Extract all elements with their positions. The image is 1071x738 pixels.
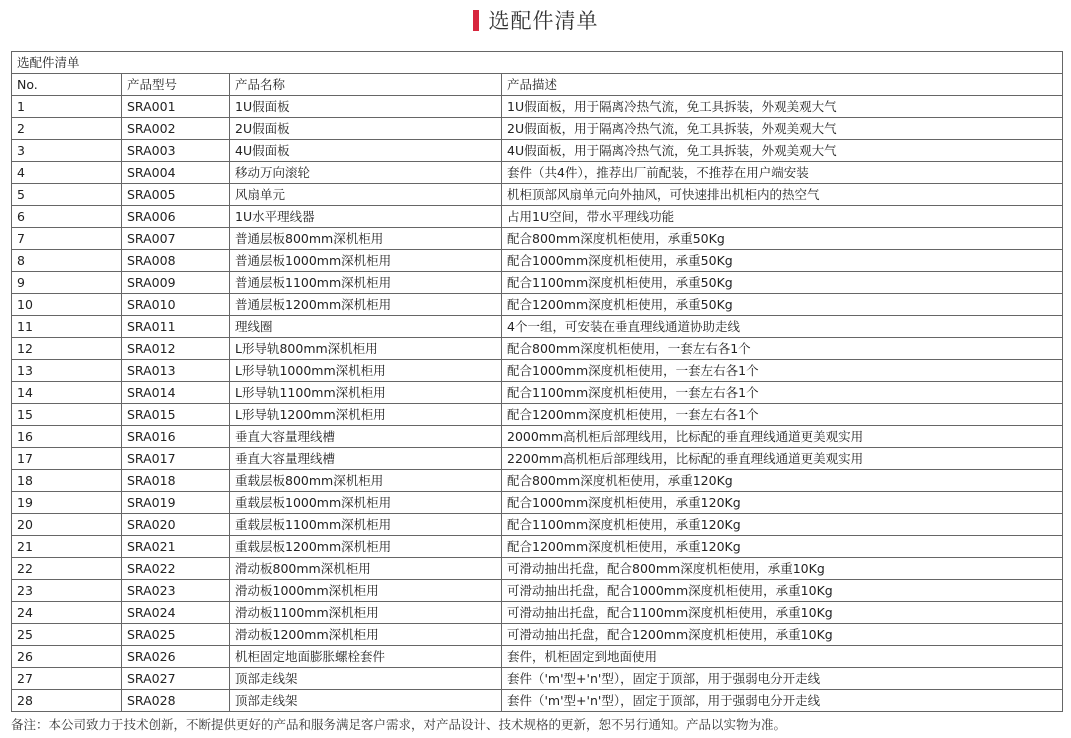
table-row [12, 96, 1063, 118]
cell-description: 2000mm高机柜后部理线用，比标配的垂直理线通道更美观实用 [502, 426, 1063, 448]
cell-model: SRA019 [122, 492, 230, 514]
header-no: No. [12, 74, 122, 96]
cell-description: 可滑动抽出托盘，配合1200mm深度机柜使用，承重10Kg [502, 624, 1063, 646]
cell-model: SRA008 [122, 250, 230, 272]
cell-product-name: 垂直大容量理线槽 [230, 426, 502, 448]
footer-note: 备注：本公司致力于技术创新，不断提供更好的产品和服务满足客户需求，对产品设计、技术规格的更新，恕不另行通知。产品以实物为准。 [11, 717, 787, 732]
cell-no: 10 [12, 294, 122, 316]
cell-model: SRA009 [122, 272, 230, 294]
cell-no: 1 [12, 96, 122, 118]
table-body [12, 52, 1063, 712]
cell-description: 机柜顶部风扇单元向外抽风，可快速排出机柜内的热空气 [502, 184, 1063, 206]
cell-description: 2200mm高机柜后部理线用，比标配的垂直理线通道更美观实用 [502, 448, 1063, 470]
table-row [12, 250, 1063, 272]
cell-model: SRA018 [122, 470, 230, 492]
table-row [12, 470, 1063, 492]
cell-model: SRA017 [122, 448, 230, 470]
cell-description: 配合1100mm深度机柜使用，承重50Kg [502, 272, 1063, 294]
cell-product-name: 滑动板800mm深机柜用 [230, 558, 502, 580]
cell-product-name: 垂直大容量理线槽 [230, 448, 502, 470]
cell-product-name: L形导轨1200mm深机柜用 [230, 404, 502, 426]
table-row [12, 294, 1063, 316]
cell-description: 配合800mm深度机柜使用，承重50Kg [502, 228, 1063, 250]
cell-no: 27 [12, 668, 122, 690]
cell-product-name: 滑动板1100mm深机柜用 [230, 602, 502, 624]
cell-no: 17 [12, 448, 122, 470]
cell-model: SRA021 [122, 536, 230, 558]
cell-product-name: 滑动板1200mm深机柜用 [230, 624, 502, 646]
page-header [0, 0, 1071, 40]
cell-no: 15 [12, 404, 122, 426]
table-row [12, 404, 1063, 426]
cell-model: SRA016 [122, 426, 230, 448]
table-row [12, 646, 1063, 668]
cell-product-name: L形导轨1000mm深机柜用 [230, 360, 502, 382]
cell-product-name: 理线圈 [230, 316, 502, 338]
cell-no: 2 [12, 118, 122, 140]
cell-no: 22 [12, 558, 122, 580]
cell-description: 配合1200mm深度机柜使用，一套左右各1个 [502, 404, 1063, 426]
cell-description: 套件，机柜固定到地面使用 [502, 646, 1063, 668]
cell-description: 占用1U空间，带水平理线功能 [502, 206, 1063, 228]
cell-no: 7 [12, 228, 122, 250]
cell-model: SRA024 [122, 602, 230, 624]
cell-model: SRA002 [122, 118, 230, 140]
cell-product-name: 顶部走线架 [230, 690, 502, 712]
cell-description: 配合1100mm深度机柜使用，一套左右各1个 [502, 382, 1063, 404]
cell-product-name: 顶部走线架 [230, 668, 502, 690]
table-row [12, 426, 1063, 448]
cell-product-name: L形导轨800mm深机柜用 [230, 338, 502, 360]
cell-model: SRA006 [122, 206, 230, 228]
table-row [12, 536, 1063, 558]
cell-no: 28 [12, 690, 122, 712]
cell-no: 25 [12, 624, 122, 646]
cell-model: SRA015 [122, 404, 230, 426]
cell-product-name: 重载层板1000mm深机柜用 [230, 492, 502, 514]
cell-no: 23 [12, 580, 122, 602]
cell-description: 可滑动抽出托盘，配合800mm深度机柜使用，承重10Kg [502, 558, 1063, 580]
table-row [12, 690, 1063, 712]
table-caption: 选配件清单 [12, 52, 1063, 74]
cell-product-name: 滑动板1000mm深机柜用 [230, 580, 502, 602]
cell-product-name: 4U假面板 [230, 140, 502, 162]
page-title: 选配件清单 [488, 9, 599, 33]
cell-model: SRA023 [122, 580, 230, 602]
cell-model: SRA003 [122, 140, 230, 162]
table-row [12, 602, 1063, 624]
cell-no: 21 [12, 536, 122, 558]
table-row [12, 118, 1063, 140]
cell-product-name: 重载层板800mm深机柜用 [230, 470, 502, 492]
cell-no: 26 [12, 646, 122, 668]
cell-model: SRA026 [122, 646, 230, 668]
table-row [12, 316, 1063, 338]
table-row [12, 514, 1063, 536]
table-row [12, 492, 1063, 514]
cell-description: 套件（'m'型+'n'型），固定于顶部，用于强弱电分开走线 [502, 690, 1063, 712]
cell-model: SRA013 [122, 360, 230, 382]
cell-description: 2U假面板，用于隔离冷热气流，免工具拆装，外观美观大气 [502, 118, 1063, 140]
cell-model: SRA028 [122, 690, 230, 712]
cell-product-name: 重载层板1200mm深机柜用 [230, 536, 502, 558]
cell-model: SRA010 [122, 294, 230, 316]
cell-product-name: 1U水平理线器 [230, 206, 502, 228]
cell-description: 配合1100mm深度机柜使用，承重120Kg [502, 514, 1063, 536]
cell-no: 14 [12, 382, 122, 404]
cell-product-name: 普通层板1200mm深机柜用 [230, 294, 502, 316]
cell-no: 13 [12, 360, 122, 382]
cell-model: SRA014 [122, 382, 230, 404]
cell-model: SRA011 [122, 316, 230, 338]
table-row [12, 228, 1063, 250]
cell-no: 11 [12, 316, 122, 338]
cell-description: 4个一组，可安装在垂直理线通道协助走线 [502, 316, 1063, 338]
cell-product-name: 普通层板1100mm深机柜用 [230, 272, 502, 294]
table-row [12, 580, 1063, 602]
header-inner [473, 5, 599, 35]
table-row [12, 360, 1063, 382]
header-product-name: 产品名称 [230, 74, 502, 96]
cell-model: SRA007 [122, 228, 230, 250]
table-row [12, 162, 1063, 184]
cell-description: 配合800mm深度机柜使用，一套左右各1个 [502, 338, 1063, 360]
cell-model: SRA001 [122, 96, 230, 118]
cell-description: 配合1200mm深度机柜使用，承重120Kg [502, 536, 1063, 558]
cell-product-name: 普通层板1000mm深机柜用 [230, 250, 502, 272]
cell-no: 20 [12, 514, 122, 536]
table-caption-row [12, 52, 1063, 74]
table-row [12, 206, 1063, 228]
cell-no: 12 [12, 338, 122, 360]
table-row [12, 668, 1063, 690]
table-row [12, 558, 1063, 580]
table-row [12, 448, 1063, 470]
cell-model: SRA020 [122, 514, 230, 536]
table-row [12, 184, 1063, 206]
cell-no: 19 [12, 492, 122, 514]
table-row [12, 338, 1063, 360]
cell-product-name: L形导轨1100mm深机柜用 [230, 382, 502, 404]
cell-description: 配合1000mm深度机柜使用，一套左右各1个 [502, 360, 1063, 382]
cell-description: 可滑动抽出托盘，配合1000mm深度机柜使用，承重10Kg [502, 580, 1063, 602]
table-header-row [12, 74, 1063, 96]
cell-no: 4 [12, 162, 122, 184]
cell-product-name: 重载层板1100mm深机柜用 [230, 514, 502, 536]
cell-no: 18 [12, 470, 122, 492]
cell-model: SRA005 [122, 184, 230, 206]
cell-model: SRA025 [122, 624, 230, 646]
cell-no: 8 [12, 250, 122, 272]
cell-model: SRA027 [122, 668, 230, 690]
cell-model: SRA022 [122, 558, 230, 580]
title-accent-bar [473, 10, 479, 31]
cell-no: 24 [12, 602, 122, 624]
cell-product-name: 移动万向滚轮 [230, 162, 502, 184]
cell-product-name: 机柜固定地面膨胀螺栓套件 [230, 646, 502, 668]
cell-description: 可滑动抽出托盘，配合1100mm深度机柜使用，承重10Kg [502, 602, 1063, 624]
cell-description: 配合1000mm深度机柜使用，承重50Kg [502, 250, 1063, 272]
table-row [12, 382, 1063, 404]
table-row [12, 624, 1063, 646]
accessories-table [11, 51, 1063, 712]
cell-model: SRA012 [122, 338, 230, 360]
cell-no: 16 [12, 426, 122, 448]
cell-description: 4U假面板，用于隔离冷热气流，免工具拆装，外观美观大气 [502, 140, 1063, 162]
cell-product-name: 普通层板800mm深机柜用 [230, 228, 502, 250]
cell-description: 配合1000mm深度机柜使用，承重120Kg [502, 492, 1063, 514]
cell-model: SRA004 [122, 162, 230, 184]
table-row [12, 140, 1063, 162]
cell-description: 配合800mm深度机柜使用，承重120Kg [502, 470, 1063, 492]
header-description: 产品描述 [502, 74, 1063, 96]
cell-product-name: 风扇单元 [230, 184, 502, 206]
cell-no: 3 [12, 140, 122, 162]
cell-no: 5 [12, 184, 122, 206]
header-model: 产品型号 [122, 74, 230, 96]
cell-description: 配合1200mm深度机柜使用，承重50Kg [502, 294, 1063, 316]
cell-description: 套件（'m'型+'n'型），固定于顶部，用于强弱电分开走线 [502, 668, 1063, 690]
cell-product-name: 1U假面板 [230, 96, 502, 118]
cell-product-name: 2U假面板 [230, 118, 502, 140]
cell-description: 套件（共4件），推荐出厂前配装，不推荐在用户端安装 [502, 162, 1063, 184]
cell-no: 9 [12, 272, 122, 294]
cell-description: 1U假面板，用于隔离冷热气流，免工具拆装，外观美观大气 [502, 96, 1063, 118]
cell-no: 6 [12, 206, 122, 228]
table-row [12, 272, 1063, 294]
